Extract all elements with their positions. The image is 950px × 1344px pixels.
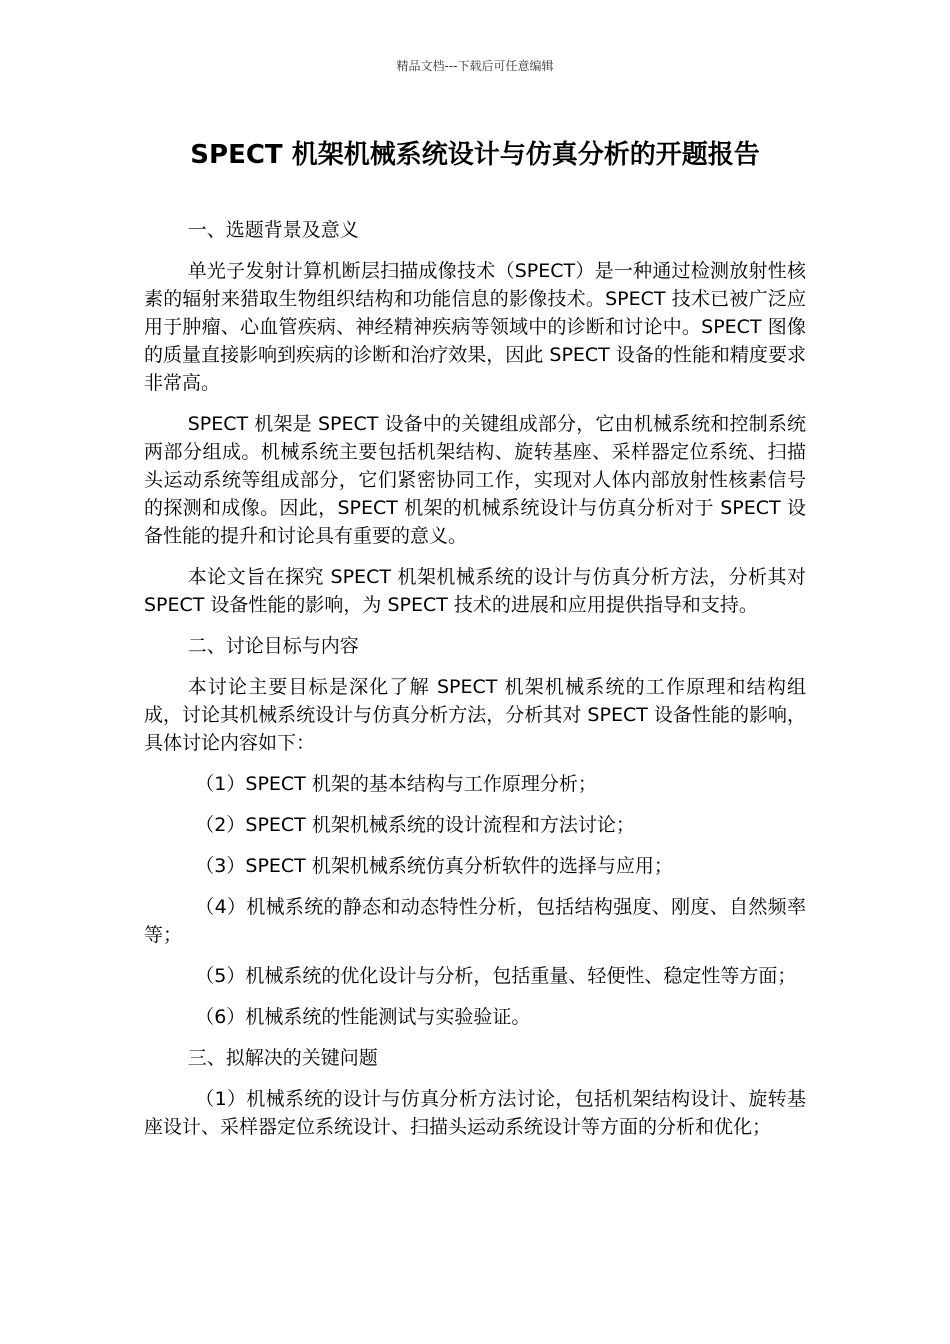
list-item: （4）机械系统的静态和动态特性分析，包括结构强度、刚度、自然频率等； xyxy=(144,896,806,946)
paragraph: 本论文旨在探究 SPECT 机架机械系统的设计与仿真分析方法，分析其对 SPECT 设备性能的影响，为 SPECT 技术的进展和应用提供指导和支持。 xyxy=(144,566,806,616)
document-title: SPECT 机架机械系统设计与仿真分析的开题报告 xyxy=(190,140,760,170)
list-item: （6）机械系统的性能测试与实验验证。 xyxy=(195,1006,531,1028)
section-heading: 三、拟解决的关键问题 xyxy=(187,1047,378,1069)
list-item: （1）机械系统的设计与仿真分析方法讨论，包括机架结构设计、旋转基座设计、采样器定位系统设计、扫描头运动系统设计等方面的分析和优化； xyxy=(144,1088,806,1138)
header-note: 精品文档---下载后可任意编辑 xyxy=(396,59,554,73)
section-heading: 一、选题背景及意义 xyxy=(187,219,359,241)
paragraph: 本讨论主要目标是深化了解 SPECT 机架机械系统的工作原理和结构组成，讨论其机械系统设计与仿真分析方法，分析其对 SPECT 设备性能的影响，具体讨论内容如下： xyxy=(144,676,806,754)
section-heading: 二、讨论目标与内容 xyxy=(187,635,359,657)
paragraph: SPECT 机架是 SPECT 设备中的关键组成部分，它由机械系统和控制系统两部分组成。机械系统主要包括机架结构、旋转基座、采样器定位系统、扫描头运动系统等组成部分，它们紧密协同工作，实现对人体内部放射性核素信号的探测和成像。因此，SPECT 机架的机械系统设计与仿真分析对于 SPECT 设备性能的提升和讨论具有重要的意义。 xyxy=(144,413,806,547)
list-item: （3）SPECT 机架机械系统仿真分析软件的选择与应用； xyxy=(195,855,673,877)
list-item: （1）SPECT 机架的基本结构与工作原理分析； xyxy=(195,773,597,795)
list-item: （5）机械系统的优化设计与分析，包括重量、轻便性、稳定性等方面； xyxy=(195,965,797,987)
document-body xyxy=(144,216,806,1154)
paragraph: 单光子发射计算机断层扫描成像技术（SPECT）是一种通过检测放射性核素的辐射来猎取生物组织结构和功能信息的影像技术。SPECT 技术已被广泛应用于肿瘤、心血管疾病、神经精神疾病等领域中的诊断和讨论中。SPECT 图像的质量直接影响到疾病的诊断和治疗效果，因此 SPECT 设备的性能和精度要求非常高。 xyxy=(144,260,806,394)
list-item: （2）SPECT 机架机械系统的设计流程和方法讨论； xyxy=(195,814,635,836)
